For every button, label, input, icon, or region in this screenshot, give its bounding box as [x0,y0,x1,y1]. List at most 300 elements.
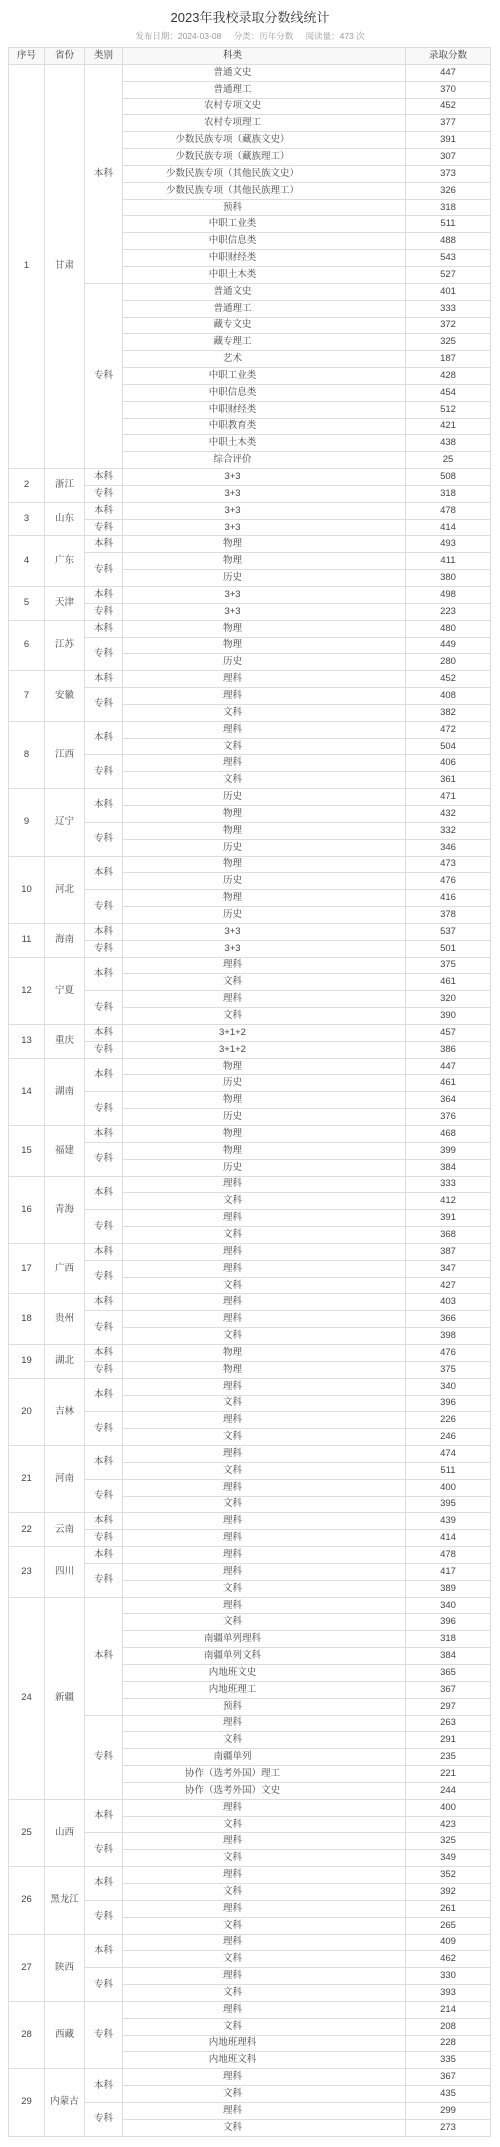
score-cell: 368 [406,1227,491,1244]
subject-cell: 文科 [123,772,406,789]
score-cell: 361 [406,772,491,789]
score-cell: 380 [406,570,491,587]
category-cell: 本科 [85,722,123,756]
subject-cell: 理科 [123,1530,406,1547]
score-cell: 389 [406,1581,491,1598]
category-cell: 专科 [85,1311,123,1345]
subject-cell: 文科 [123,1227,406,1244]
category-cell: 本科 [85,1513,123,1530]
score-cell: 263 [406,1716,491,1733]
subject-cell: 中职财经类 [123,250,406,267]
row-index-cell: 24 [9,1598,45,1800]
subject-cell: 农村专项文史 [123,99,406,116]
row-index-cell: 12 [9,958,45,1025]
category-cell: 本科 [85,1800,123,1834]
row-index-cell: 10 [9,857,45,924]
subject-cell: 文科 [123,1951,406,1968]
category-cell: 本科 [85,1598,123,1716]
score-cell: 384 [406,1648,491,1665]
score-cell: 512 [406,402,491,419]
category-cell: 专科 [85,553,123,587]
category-cell: 专科 [85,1261,123,1295]
subject-cell: 文科 [123,2120,406,2137]
score-cell: 384 [406,1160,491,1177]
score-cell: 411 [406,553,491,570]
score-cell: 543 [406,250,491,267]
score-cell: 527 [406,267,491,284]
subject-cell: 预科 [123,200,406,217]
subject-cell: 理科 [123,2103,406,2120]
subject-cell: 文科 [123,1581,406,1598]
subject-cell: 文科 [123,1429,406,1446]
score-cell: 325 [406,334,491,351]
score-cell: 320 [406,991,491,1008]
row-index-cell: 15 [9,1126,45,1177]
subject-cell: 文科 [123,1732,406,1749]
subject-cell: 历史 [123,907,406,924]
subject-cell: 3+3 [123,520,406,537]
subject-cell: 理科 [123,1716,406,1733]
score-cell: 365 [406,1665,491,1682]
score-cell: 414 [406,1530,491,1547]
category-cell: 本科 [85,1244,123,1261]
score-cell: 391 [406,1210,491,1227]
subject-cell: 文科 [123,1817,406,1834]
province-cell: 新疆 [45,1598,85,1800]
subject-cell: 中职土木类 [123,435,406,452]
province-cell: 海南 [45,924,85,958]
category-cell: 本科 [85,469,123,486]
subject-cell: 历史 [123,1160,406,1177]
province-cell: 黑龙江 [45,1867,85,1934]
province-cell: 辽宁 [45,789,85,856]
subject-cell: 物理 [123,857,406,874]
category-cell: 专科 [85,1412,123,1446]
row-index-cell: 28 [9,2002,45,2069]
score-cell: 373 [406,166,491,183]
category-cell: 本科 [85,1025,123,1042]
category-cell: 专科 [85,941,123,958]
score-cell: 401 [406,284,491,301]
score-cell: 340 [406,1598,491,1615]
score-cell: 307 [406,149,491,166]
score-cell: 326 [406,183,491,200]
province-cell: 山东 [45,503,85,537]
province-cell: 湖北 [45,1345,85,1379]
province-cell: 西藏 [45,2002,85,2069]
category-cell: 专科 [85,1901,123,1935]
category-cell: 本科 [85,1345,123,1362]
subject-cell: 文科 [123,1328,406,1345]
category-cell: 本科 [85,1547,123,1564]
subject-cell: 协作（选考外国）文史 [123,1783,406,1800]
province-cell: 四川 [45,1547,85,1598]
province-cell: 宁夏 [45,958,85,1025]
subject-cell: 文科 [123,1614,406,1631]
category-cell: 本科 [85,1059,123,1093]
score-cell: 511 [406,1463,491,1480]
subject-cell: 理科 [123,1968,406,1985]
score-cell: 461 [406,974,491,991]
subject-cell: 普通理工 [123,301,406,318]
score-cell: 501 [406,941,491,958]
category-cell: 专科 [85,1480,123,1514]
score-cell: 364 [406,1092,491,1109]
score-cell: 261 [406,1901,491,1918]
score-cell: 504 [406,739,491,756]
score-cell: 367 [406,1682,491,1699]
score-cell: 488 [406,233,491,250]
score-cell: 462 [406,1951,491,1968]
subject-cell: 中职财经类 [123,402,406,419]
subject-cell: 文科 [123,2019,406,2036]
category-cell: 本科 [85,536,123,553]
score-cell: 472 [406,722,491,739]
score-cell: 391 [406,132,491,149]
subject-cell: 理科 [123,1513,406,1530]
score-cell: 333 [406,301,491,318]
category-cell: 专科 [85,890,123,924]
score-cell: 454 [406,385,491,402]
score-cell: 474 [406,1446,491,1463]
row-index-cell: 16 [9,1177,45,1244]
score-cell: 438 [406,435,491,452]
subject-cell: 3+3 [123,486,406,503]
subject-cell: 中职教育类 [123,419,406,436]
subject-cell: 物理 [123,823,406,840]
category-cell: 专科 [85,1716,123,1800]
category-cell: 本科 [85,789,123,823]
row-index-cell: 13 [9,1025,45,1059]
score-cell: 340 [406,1379,491,1396]
score-cell: 416 [406,890,491,907]
subject-cell: 藏专文史 [123,318,406,335]
category-cell: 专科 [85,688,123,722]
subject-cell: 理科 [123,2002,406,2019]
score-cell: 537 [406,924,491,941]
province-cell: 重庆 [45,1025,85,1059]
score-cell: 423 [406,1817,491,1834]
score-cell: 370 [406,82,491,99]
category-cell: 本科 [85,587,123,604]
header-province: 省份 [45,48,85,65]
score-cell: 409 [406,1935,491,1952]
score-cell: 476 [406,873,491,890]
subject-cell: 理科 [123,1901,406,1918]
score-cell: 382 [406,705,491,722]
score-cell: 390 [406,1008,491,1025]
score-cell: 478 [406,1547,491,1564]
score-cell: 226 [406,1412,491,1429]
category-cell: 专科 [85,1530,123,1547]
province-cell: 安徽 [45,671,85,722]
subject-cell: 少数民族专项（藏族文史） [123,132,406,149]
score-cell: 398 [406,1328,491,1345]
score-cell: 471 [406,789,491,806]
subject-cell: 少数民族专项（藏族理工） [123,149,406,166]
subject-cell: 理科 [123,1244,406,1261]
row-index-cell: 14 [9,1059,45,1126]
score-cell: 452 [406,671,491,688]
score-cell: 447 [406,1059,491,1076]
score-cell: 332 [406,823,491,840]
score-cell: 511 [406,216,491,233]
score-table [8,47,491,2137]
subject-cell: 中职信息类 [123,385,406,402]
category-cell: 本科 [85,503,123,520]
row-index-cell: 21 [9,1446,45,1513]
subject-cell: 艺术 [123,351,406,368]
province-cell: 陕西 [45,1935,85,2002]
subject-cell: 3+3 [123,469,406,486]
province-cell: 河北 [45,857,85,924]
subject-cell: 文科 [123,1918,406,1935]
subject-cell: 普通理工 [123,82,406,99]
view-count: 阅读量：473 次 [305,31,365,41]
score-cell: 325 [406,1833,491,1850]
subject-cell: 文科 [123,2086,406,2103]
subject-cell: 文科 [123,1278,406,1295]
province-cell: 广西 [45,1244,85,1295]
category-cell: 专科 [85,1362,123,1379]
subject-cell: 文科 [123,739,406,756]
category-cell: 专科 [85,1833,123,1867]
row-index-cell: 19 [9,1345,45,1379]
page-title: 2023年我校录取分数线统计 [170,10,330,25]
score-cell: 372 [406,318,491,335]
subject-cell: 理科 [123,1446,406,1463]
score-cell: 366 [406,1311,491,1328]
category-cell: 本科 [85,1294,123,1311]
subject-cell: 物理 [123,1362,406,1379]
score-cell: 347 [406,1261,491,1278]
score-cell: 187 [406,351,491,368]
score-cell: 330 [406,1968,491,1985]
category-cell: 本科 [85,924,123,941]
subject-cell: 物理 [123,806,406,823]
publish-date: 发布日期：2024-03-08 [135,31,222,41]
category-cell: 本科 [85,1867,123,1901]
category-cell: 专科 [85,823,123,857]
score-cell: 408 [406,688,491,705]
score-cell: 498 [406,587,491,604]
score-cell: 299 [406,2103,491,2120]
score-cell: 417 [406,1564,491,1581]
score-cell: 478 [406,503,491,520]
province-cell: 甘肃 [45,65,85,469]
score-cell: 421 [406,419,491,436]
subject-cell: 协作（选考外国）理工 [123,1766,406,1783]
subject-cell: 理科 [123,1412,406,1429]
subject-cell: 农村专项理工 [123,115,406,132]
province-cell: 山西 [45,1800,85,1867]
score-cell: 392 [406,1884,491,1901]
category-cell: 专科 [85,1042,123,1059]
subject-cell: 历史 [123,789,406,806]
row-index-cell: 22 [9,1513,45,1547]
category-cell: 本科 [85,621,123,638]
subject-cell: 中职土木类 [123,267,406,284]
score-cell: 208 [406,2019,491,2036]
subject-cell: 物理 [123,553,406,570]
header-index: 序号 [9,48,45,65]
subject-cell: 物理 [123,1143,406,1160]
row-index-cell: 8 [9,722,45,789]
subject-cell: 少数民族专项（其他民族文史） [123,166,406,183]
subject-cell: 普通文史 [123,65,406,82]
subject-cell: 综合评价 [123,452,406,469]
article-meta [0,30,500,42]
score-cell: 449 [406,638,491,655]
subject-cell: 物理 [123,1092,406,1109]
score-cell: 223 [406,604,491,621]
row-index-cell: 7 [9,671,45,722]
score-cell: 273 [406,2120,491,2137]
row-index-cell: 29 [9,2069,45,2136]
subject-cell: 文科 [123,1985,406,2002]
category-cell: 专科 [85,1143,123,1177]
score-cell: 25 [406,452,491,469]
score-cell: 427 [406,1278,491,1295]
score-cell: 228 [406,2036,491,2053]
province-cell: 吉林 [45,1379,85,1446]
subject-cell: 物理 [123,638,406,655]
category-cell: 专科 [85,1092,123,1126]
row-index-cell: 6 [9,621,45,672]
subject-cell: 理科 [123,958,406,975]
subject-cell: 理科 [123,2069,406,2086]
score-cell: 297 [406,1699,491,1716]
subject-cell: 文科 [123,1497,406,1514]
province-cell: 湖南 [45,1059,85,1126]
category-cell: 专科 [85,486,123,503]
category-cell: 专科 [85,991,123,1025]
subject-cell: 物理 [123,890,406,907]
province-cell: 贵州 [45,1294,85,1345]
subject-cell: 理科 [123,1480,406,1497]
score-cell: 406 [406,755,491,772]
score-cell: 414 [406,520,491,537]
header-category: 类别 [85,48,123,65]
score-cell: 367 [406,2069,491,2086]
row-index-cell: 4 [9,536,45,587]
row-index-cell: 1 [9,65,45,469]
row-index-cell: 26 [9,1867,45,1934]
subject-cell: 理科 [123,1261,406,1278]
row-index-cell: 20 [9,1379,45,1446]
province-cell: 云南 [45,1513,85,1547]
category-cell: 专科 [85,2002,123,2069]
subject-cell: 中职工业类 [123,368,406,385]
subject-cell: 理科 [123,1210,406,1227]
subject-cell: 理科 [123,1867,406,1884]
score-cell: 457 [406,1025,491,1042]
subject-cell: 理科 [123,1598,406,1615]
subject-cell: 3+3 [123,587,406,604]
subject-cell: 文科 [123,1884,406,1901]
subject-cell: 南疆单列理科 [123,1631,406,1648]
score-cell: 378 [406,907,491,924]
score-cell: 318 [406,200,491,217]
score-cell: 246 [406,1429,491,1446]
row-index-cell: 9 [9,789,45,856]
score-cell: 399 [406,1143,491,1160]
subject-cell: 历史 [123,654,406,671]
category-cell: 本科 [85,857,123,891]
row-index-cell: 25 [9,1800,45,1867]
subject-cell: 3+3 [123,503,406,520]
category-cell: 本科 [85,671,123,688]
subject-cell: 普通文史 [123,284,406,301]
subject-cell: 历史 [123,1075,406,1092]
subject-cell: 3+1+2 [123,1042,406,1059]
score-cell: 393 [406,1985,491,2002]
score-cell: 452 [406,99,491,116]
score-cell: 221 [406,1766,491,1783]
subject-cell: 少数民族专项（其他民族理工） [123,183,406,200]
category-cell: 本科 [85,1177,123,1211]
category-cell: 专科 [85,1564,123,1598]
score-cell: 400 [406,1800,491,1817]
subject-cell: 内地班理工 [123,1682,406,1699]
subject-cell: 理科 [123,671,406,688]
subject-cell: 理科 [123,1564,406,1581]
score-cell: 435 [406,2086,491,2103]
row-index-cell: 23 [9,1547,45,1598]
subject-cell: 3+3 [123,924,406,941]
row-index-cell: 18 [9,1294,45,1345]
score-cell: 468 [406,1126,491,1143]
score-cell: 377 [406,115,491,132]
province-cell: 河南 [45,1446,85,1513]
province-cell: 福建 [45,1126,85,1177]
subject-cell: 南疆单列文科 [123,1648,406,1665]
category-cell: 本科 [85,1126,123,1143]
subject-cell: 历史 [123,570,406,587]
subject-cell: 预科 [123,1699,406,1716]
subject-cell: 理科 [123,1833,406,1850]
score-cell: 480 [406,621,491,638]
score-cell: 375 [406,1362,491,1379]
row-index-cell: 5 [9,587,45,621]
score-cell: 473 [406,857,491,874]
score-cell: 375 [406,958,491,975]
category-cell: 专科 [85,755,123,789]
province-cell: 浙江 [45,469,85,503]
subject-cell: 文科 [123,1193,406,1210]
subject-cell: 理科 [123,1177,406,1194]
row-index-cell: 17 [9,1244,45,1295]
score-cell: 396 [406,1614,491,1631]
subject-cell: 理科 [123,755,406,772]
subject-cell: 中职工业类 [123,216,406,233]
header-score: 录取分数 [406,48,491,65]
province-cell: 江西 [45,722,85,789]
province-cell: 江苏 [45,621,85,672]
subject-cell: 历史 [123,840,406,857]
category-cell: 本科 [85,1379,123,1413]
subject-cell: 物理 [123,1345,406,1362]
score-cell: 396 [406,1396,491,1413]
subject-cell: 文科 [123,1463,406,1480]
subject-cell: 文科 [123,974,406,991]
subject-cell: 南疆单列 [123,1749,406,1766]
score-cell: 412 [406,1193,491,1210]
subject-cell: 理科 [123,1379,406,1396]
subject-cell: 物理 [123,536,406,553]
category-cell: 本科 [85,2069,123,2103]
subject-cell: 文科 [123,1008,406,1025]
